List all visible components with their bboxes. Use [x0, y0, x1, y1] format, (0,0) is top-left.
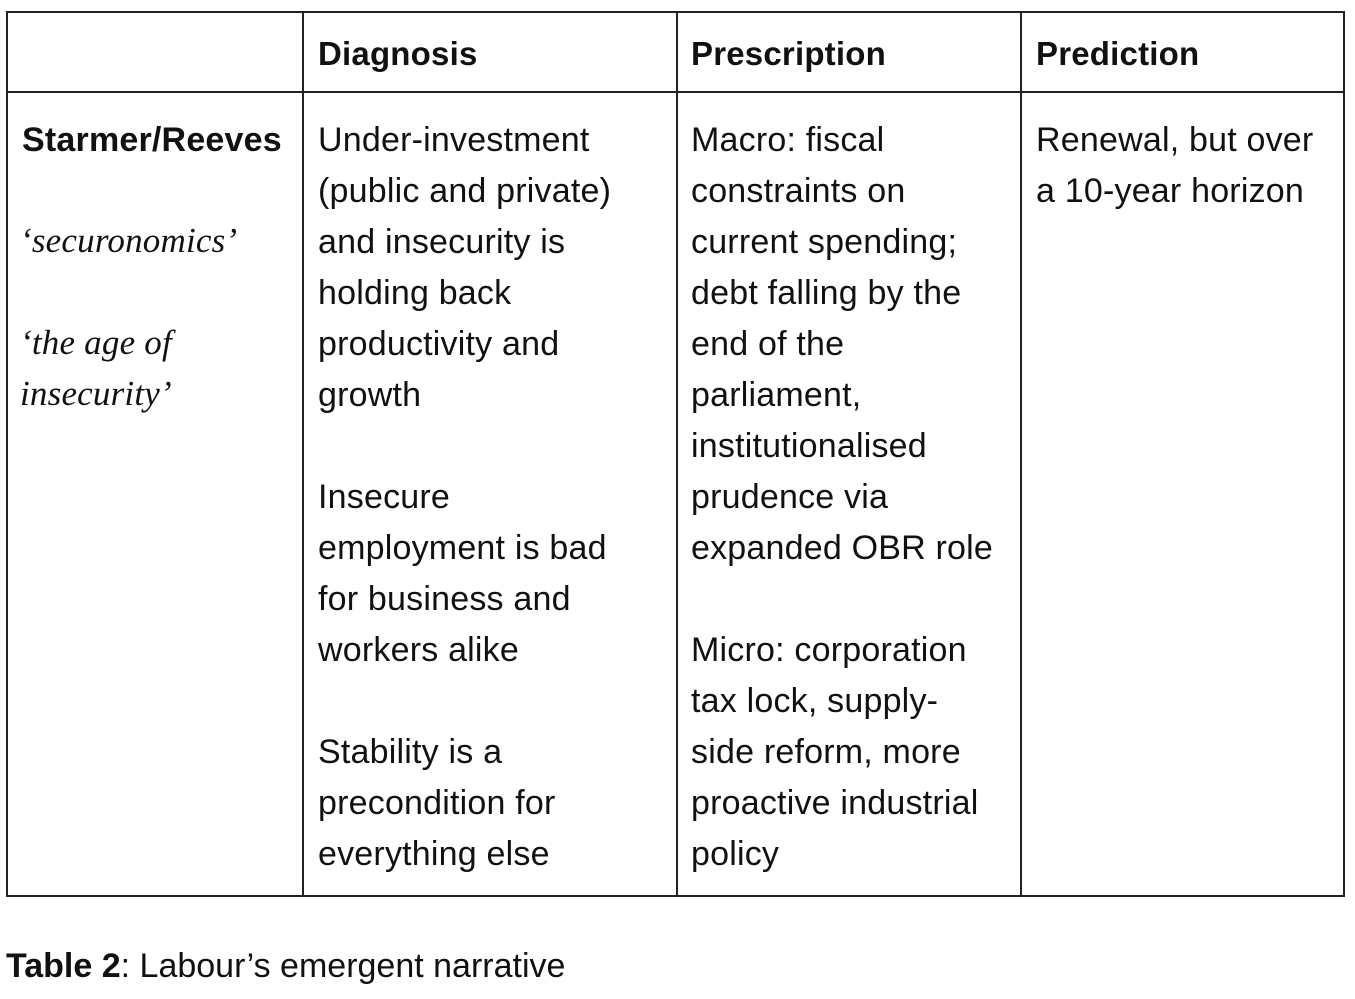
diagnosis-line: for business and: [318, 580, 571, 618]
prescription-line: expanded OBR role: [691, 529, 994, 567]
row-subtitle-securonomics: ‘securonomics’: [20, 221, 238, 260]
header-diagnosis: Diagnosis: [318, 35, 478, 72]
diagnosis-line: precondition for: [318, 784, 556, 822]
prescription-line: institutionalised: [691, 427, 927, 465]
narrative-table: [6, 11, 1345, 897]
prescription-line: side reform, more: [691, 733, 961, 771]
diagnosis-line: growth: [318, 376, 422, 414]
diagnosis-line: Under-investment: [318, 121, 590, 159]
diagnosis-line: workers alike: [318, 631, 519, 669]
prescription-line: constraints on: [691, 172, 906, 210]
row-label-cell: [22, 115, 298, 166]
column-divider: [676, 13, 678, 895]
diagnosis-line: everything else: [318, 835, 550, 873]
caption-label: Table 2: [6, 947, 121, 985]
table-caption: [6, 944, 565, 988]
diagnosis-line: Insecure: [318, 478, 451, 516]
diagnosis-line: and insecurity is: [318, 223, 566, 261]
prescription-line: Macro: fiscal: [691, 121, 885, 159]
prescription-line: prudence via: [691, 478, 889, 516]
header-prescription: Prescription: [691, 35, 886, 72]
prescription-line: proactive industrial: [691, 784, 979, 822]
row-subtitle-age-line2: insecurity’: [20, 374, 172, 413]
column-divider: [1020, 13, 1022, 895]
prescription-line: policy: [691, 835, 780, 873]
diagnosis-line: Stability is a: [318, 733, 503, 771]
column-divider: [302, 13, 304, 895]
row-label: Starmer/Reeves: [22, 121, 282, 159]
prescription-line: end of the: [691, 325, 845, 363]
header-prediction: Prediction: [1036, 35, 1200, 72]
diagnosis-line: productivity and: [318, 325, 560, 363]
row-subtitle-age-line1: ‘the age of: [20, 323, 172, 362]
diagnosis-cell: [318, 115, 673, 880]
prescription-line: debt falling by the: [691, 274, 962, 312]
prediction-line: Renewal, but over: [1036, 121, 1314, 159]
prescription-cell: [691, 115, 1017, 880]
diagnosis-line: (public and private): [318, 172, 612, 210]
prescription-line: parliament,: [691, 376, 862, 414]
prediction-line: a 10-year horizon: [1036, 172, 1304, 210]
prescription-line: tax lock, supply-: [691, 682, 939, 720]
diagnosis-line: holding back: [318, 274, 512, 312]
diagnosis-line: employment is bad: [318, 529, 607, 567]
prescription-line: current spending;: [691, 223, 958, 261]
prediction-cell: [1036, 115, 1341, 217]
prescription-line: Micro: corporation: [691, 631, 967, 669]
caption-text: : Labour’s emergent narrative: [120, 947, 566, 985]
